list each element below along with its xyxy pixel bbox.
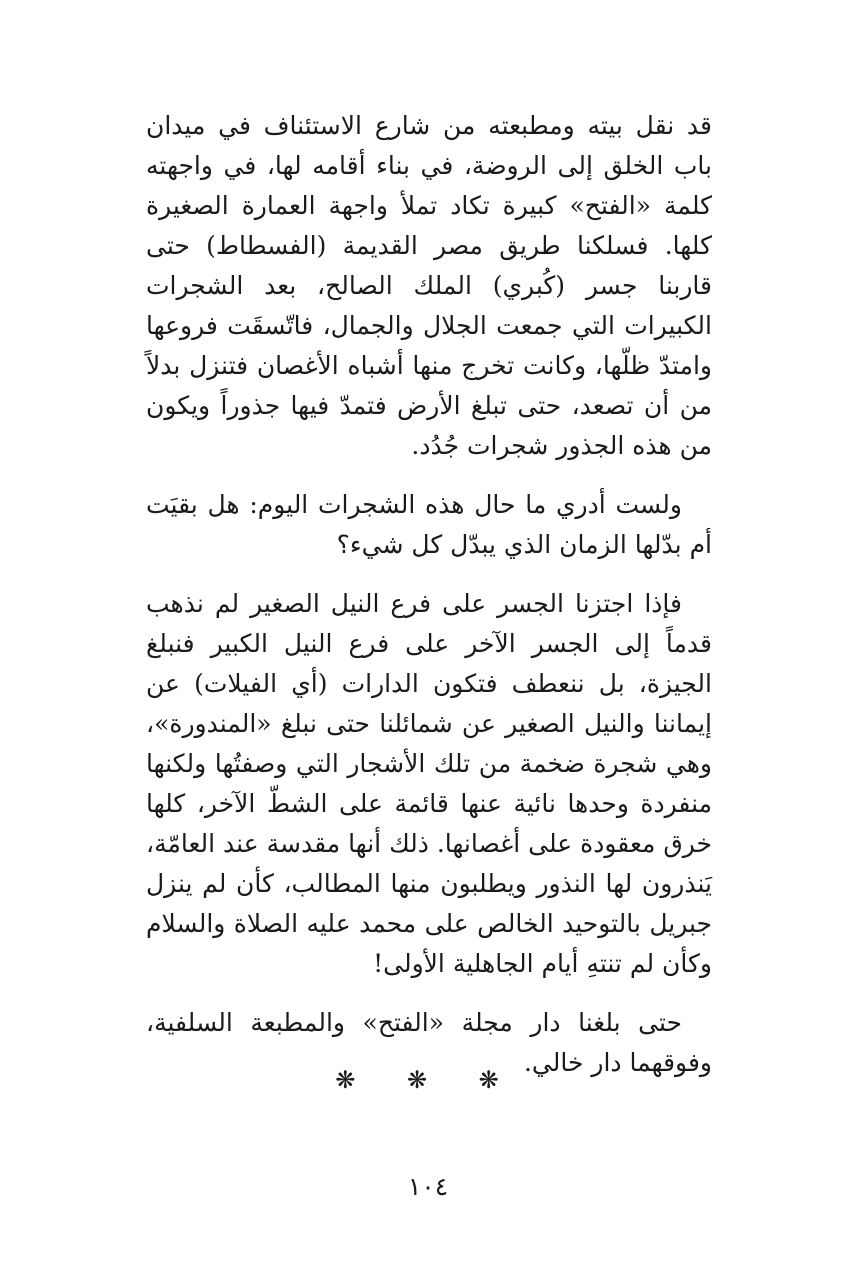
page-number: ١٠٤ <box>407 1172 449 1201</box>
paragraph-3: فإذا اجتزنا الجسر على فرع النيل الصغير لم نذهب قدماً إلى الجسر الآخر على فرع النيل الكبير فنبلغ الجيزة، بل ننعطف فتكون الدارات (أي الفيلات) عن إيماننا والنيل الصغير عن شمائلنا حتى نبلغ «المندورة»، وهي شجرة ضخمة من تلك الأشجار التي وصفتُها ولكنها منفردة وحدها نائية عنها قائمة على الشطّ الآخر، كلها خرق معقودة على أغصانها. ذلك أنها مقدسة عند العامّة، يَنذرون لها النذور ويطلبون منها المطالب، كأن لم ينزل جبريل بالتوحيد الخالص على محمد عليه الصلاة والسلام وكأن لم تنتهِ أيام الجاهلية الأولى! <box>146 589 712 978</box>
body-text <box>146 106 712 1102</box>
section-separator: ❋ ❋ ❋ <box>335 1066 521 1094</box>
paragraph-1: قد نقل بيته ومطبعته من شارع الاستئناف في ميدان باب الخلق إلى الروضة، في بناء أقامه لها، في واجهته كلمة «الفتح» كبيرة تكاد تملأ واجهة العمارة الصغيرة كلها. فسلكنا طريق مصر القديمة (الفسطاط) حتى قاربنا جسر (كُبري) الملك الصالح، بعد الشجرات الكبيرات التي جمعت الجلال والجمال، فاتّسقَت فروعها وامتدّ ظلّها، وكانت تخرج منها أشباه الأغصان فتنزل بدلاً من أن تصعد، حتى تبلغ الأرض فتمدّ فيها جذوراً ويكون من هذه الجذور شجرات جُدُد. <box>146 111 712 460</box>
paragraph-2: ولست أدري ما حال هذه الشجرات اليوم: هل بقيَت أم بدّلها الزمان الذي يبدّل كل شيء؟ <box>146 490 712 559</box>
paragraph-4: حتى بلغنا دار مجلة «الفتح» والمطبعة السلفية، وفوقهما دار خالي. <box>146 1008 712 1077</box>
